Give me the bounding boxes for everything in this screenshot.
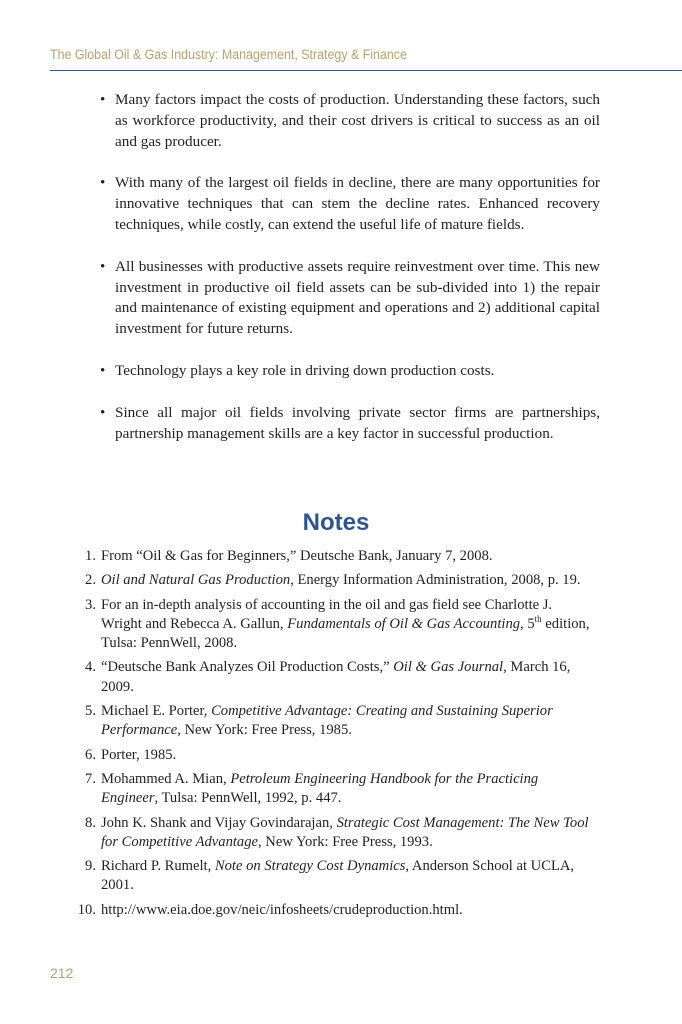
note-text: For an in-depth analysis of accounting in the oil and gas field see Charlotte J. Wright and Rebecca A. Gallun, bbox=[101, 596, 553, 632]
note-number: 2. bbox=[85, 572, 96, 589]
running-header: The Global Oil & Gas Industry: Management, Strategy & Finance bbox=[50, 47, 407, 62]
note-text: , Energy Information Administration, 2008, p. 19. bbox=[290, 572, 581, 589]
note-text: From “Oil & Gas for Beginners,” Deutsche Bank, January 7, 2008. bbox=[101, 548, 493, 564]
note-text: “Deutsche Bank Analyzes Oil Production Costs,” bbox=[101, 659, 394, 676]
note-number: 4. bbox=[85, 659, 96, 676]
note-item bbox=[70, 857, 590, 896]
note-title: Oil and Natural Gas Production bbox=[101, 572, 291, 589]
note-number: 7. bbox=[85, 770, 96, 787]
bullet-text: Many factors impact the costs of production. Understanding these factors, such as workforce productivity, and their cost drivers is critical to success as an oil and gas producer. bbox=[115, 91, 600, 150]
note-number: 8. bbox=[85, 814, 96, 831]
note-text: , Anderson School at UCLA, 2001. bbox=[101, 858, 575, 894]
page-number: 212 bbox=[50, 965, 74, 981]
note-title: Competitive Advantage: Creating and Sustaining Superior Performance bbox=[101, 703, 553, 739]
notes-list bbox=[70, 547, 590, 925]
bullet-item bbox=[100, 361, 600, 382]
note-item bbox=[70, 596, 590, 654]
bullet-dot: • bbox=[100, 257, 106, 275]
note-number: 5. bbox=[85, 703, 96, 720]
header-rule bbox=[50, 70, 682, 71]
note-text: , New York: Free Press, 1993. bbox=[258, 833, 433, 850]
bullet-dot: • bbox=[100, 361, 106, 379]
note-text: http://www.eia.doe.gov/neic/infosheets/crudeproduction.html. bbox=[101, 901, 463, 918]
note-text: Richard P. Rumelt, bbox=[101, 858, 215, 875]
bullet-item bbox=[100, 257, 600, 340]
note-item bbox=[70, 702, 590, 741]
bullet-text: Since all major oil fields involving private sector firms are partnerships, partnership management skills are a key factor in successful production. bbox=[115, 403, 600, 442]
note-number: 10. bbox=[77, 901, 96, 918]
note-text: John K. Shank and Vijay Govindarajan, bbox=[101, 814, 337, 831]
note-item bbox=[70, 746, 590, 765]
note-number: 3. bbox=[85, 596, 96, 613]
notes-heading: Notes bbox=[302, 509, 370, 536]
note-item bbox=[70, 901, 590, 920]
bullet-item bbox=[100, 403, 600, 445]
note-title: Petroleum Engineering Handbook for the Practicing Engineer bbox=[101, 770, 539, 807]
bullet-dot: • bbox=[100, 174, 106, 192]
note-title: Strategic Cost Management: The New Tool for Competitive Advantage bbox=[101, 814, 589, 850]
note-number: 6. bbox=[85, 746, 96, 763]
bullet-dot: • bbox=[100, 403, 106, 421]
note-item bbox=[70, 571, 590, 590]
bullet-item bbox=[100, 90, 600, 152]
note-text: , 5 bbox=[520, 615, 535, 632]
note-text: Porter, 1985. bbox=[101, 746, 177, 763]
note-superscript: th bbox=[534, 614, 542, 625]
note-text: edition, Tulsa: PennWell, 2008. bbox=[101, 615, 590, 652]
note-number: 1. bbox=[85, 548, 96, 564]
bullet-list bbox=[100, 90, 600, 465]
note-item bbox=[70, 547, 590, 566]
note-item bbox=[70, 770, 590, 809]
bullet-item bbox=[100, 173, 600, 235]
note-title: Oil & Gas Journal, bbox=[393, 659, 507, 676]
note-item bbox=[70, 658, 590, 697]
bullet-dot: • bbox=[100, 91, 106, 108]
bullet-text: Technology plays a key role in driving down production costs. bbox=[115, 361, 495, 379]
note-title: Fundamentals of Oil & Gas Accounting bbox=[287, 615, 521, 632]
bullet-text: All businesses with productive assets require reinvestment over time. This new investment in productive oil field assets can be sub-divided into 1) the repair and maintenance of existing equipment and operations and 2) additional capital investment for future returns. bbox=[115, 257, 600, 338]
note-item bbox=[70, 814, 590, 853]
note-text: Michael E. Porter, bbox=[101, 703, 212, 720]
bullet-text: With many of the largest oil fields in decline, there are many opportunities for innovative techniques that can stem the decline rates. Enhanced recovery techniques, while costly, can extend the useful life of mature fields. bbox=[115, 174, 600, 233]
note-number: 9. bbox=[85, 858, 96, 875]
note-text: , Tulsa: PennWell, 1992, p. 447. bbox=[154, 790, 342, 807]
note-text: March 16, 2009. bbox=[101, 659, 571, 695]
note-title: Note on Strategy Cost Dynamics bbox=[214, 858, 406, 875]
note-text: , New York: Free Press, 1985. bbox=[177, 722, 352, 739]
note-text: Mohammed A. Mian, bbox=[101, 770, 231, 787]
